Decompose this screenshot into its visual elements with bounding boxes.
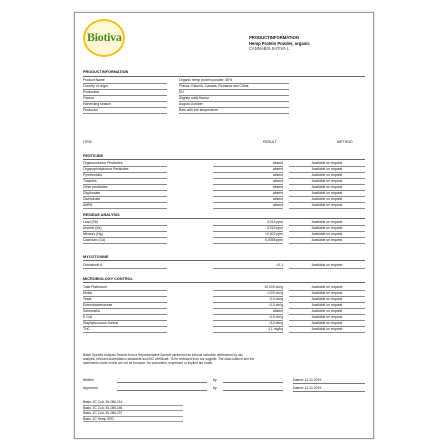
section-heading-productinfo: PRODUCTINFORMATION [83,70,129,74]
productinfo-row [83,84,365,89]
header-title: PRODUCTINFORMATION [249,35,299,40]
signature-by-line[interactable] [223,386,283,391]
logo-brand: Biotiva [87,30,122,44]
row-result: 0,019 ppm [213,226,283,232]
row-label: Organophosphorus Pesticides [83,167,167,173]
row-value: Raw with low temperature [179,108,289,114]
row-label: THC [83,327,167,333]
column-method: METHOD [337,140,353,144]
row-method: Available on request [289,185,365,191]
pesticide-row [83,203,365,208]
pesticide-row [83,167,365,172]
signature-row-approved [83,386,365,391]
pesticide-row [83,173,365,178]
row-result: 0,014 ppm [213,220,283,226]
column-result: RESULT [263,140,277,144]
section-heading-residue: RESIDUE ANALYSIS [83,213,120,217]
residue-row [83,232,365,237]
signature-by-line[interactable] [223,378,283,383]
row-result: <0,002 ppm [213,232,283,238]
row-result: absent [213,179,283,185]
micro-row [83,291,365,296]
row-label: Flavour [83,96,167,102]
row-value: EU [179,90,289,96]
row-label: Glyphosate [83,191,167,197]
basis-item: Basis: ZC Hemp SRG [83,417,183,423]
header-product: Hemp Protein Powder, organic [249,40,310,46]
row-label: Country of origin [83,84,167,90]
row-method: Available on request [289,321,365,327]
row-method: Available on request [289,297,365,303]
column-item: ITEM [83,140,92,144]
row-value: August-October [179,102,289,108]
signature-by: by [213,378,217,382]
row-label: Product Name [83,78,167,84]
divider [83,218,365,219]
row-method: Available on request [289,191,365,197]
row-label: Ochratoxin A [83,263,167,269]
row-label: Arsenic (As) [83,226,167,232]
row-result: absent [213,309,283,315]
row-label: Salmonella [83,309,167,315]
basis-item: Basis: ZC CoA, BL-086-214 [83,400,183,406]
row-label: Triazines [83,179,167,185]
micro-row [83,327,365,332]
row-method: Available on request [289,167,365,173]
row-label: Cadmium (Cd) [83,238,167,244]
signature-label: Written [83,378,94,382]
row-method: Available on request [289,197,365,203]
row-method: Available on request [289,232,365,238]
row-result: absent [213,197,283,203]
section-heading-pesticide: PESTICIDE [83,154,104,158]
section-heading-micro: MICROBIOLOGY CONTROL [83,277,133,281]
row-label: Glufosinate [83,197,167,203]
row-label: Mercury (Hg) [83,232,167,238]
signature-line[interactable] [117,386,207,391]
row-label: Pyrethroides [83,173,167,179]
row-result: <10 cfu/g [213,297,283,303]
row-label: Lead (Pb) [83,220,167,226]
row-label: Molds [83,291,167,297]
row-result: <10 cfu/g [213,315,283,321]
row-method: Available on request [289,226,365,232]
row-method: Available on request [289,291,365,297]
note-line: Batch Specific Analysis Results from a Representative Sample performed as internal schedule determined by risk [83,353,243,357]
row-label: Yeast [83,297,167,303]
row-result: absent [213,161,283,167]
row-result: absent [213,185,283,191]
row-result: <0,1 [213,263,283,269]
row-result: absent [213,203,283,209]
column-headers [83,140,365,146]
row-result: <10 cfu/g [213,303,283,309]
basis-list [83,400,183,422]
productinfo-row [83,108,365,113]
row-label: Staphylococcus Aureus [83,321,167,327]
pesticide-row [83,197,365,202]
row-method: Available on request [289,161,365,167]
residue-row [83,238,365,243]
row-result: 1,1 mg/kg [213,327,283,333]
row-label: Production [83,90,167,96]
row-label: Enterobacteriaceae [83,303,167,309]
document-header [249,35,359,52]
row-value: France, Estonia, Canada, Romania and China [179,84,289,90]
productinfo-row [83,78,365,83]
row-result: 10.000 cfu/g [213,285,283,291]
basis-item: Basis: ZC CoA, BL-086-237 [83,411,183,417]
micro-row [83,315,365,320]
row-method: Available on request [289,173,365,179]
row-result: <10 cfu/g [213,321,283,327]
row-value: Slightly nutty flavour [179,96,289,102]
row-method: Available on request [289,263,365,269]
productinfo-row [83,90,365,95]
signature-by: by [213,386,217,390]
row-label: Harvesting season [83,102,167,108]
row-method: Available on request [289,238,365,244]
pesticide-row [83,185,365,190]
row-method: Available on request [289,179,365,185]
biotiva-logo [83,19,123,55]
signature-date: Datum: 11.11.2019 [293,378,365,384]
basis-item: Basis: ZC CoA, BL-086-166 [83,406,183,412]
row-value: Organic hemp protein powder, 50% [179,78,289,84]
row-label: E.Coli [83,315,167,321]
micro-row [83,285,365,290]
divider [83,159,365,160]
row-method: Available on request [289,327,365,333]
productinfo-row [83,96,365,101]
row-label: Produced [83,108,167,114]
disclaimer-note [83,353,365,366]
header-latin: CANNABIS SATIVA L [249,46,290,51]
row-result: absent [213,167,283,173]
micro-row [83,303,365,308]
residue-row [83,226,365,231]
divider [83,260,365,261]
row-method: Available on request [289,285,365,291]
row-method: Available on request [289,303,365,309]
productinfo-row [83,102,365,107]
row-label: Organochlorine Pesticides [83,161,167,167]
row-result: absent [213,173,283,179]
micro-row [83,297,365,302]
signature-row-written [83,378,365,383]
signature-label: Approved [83,386,98,390]
row-method: Available on request [289,315,365,321]
row-label: Total Platecount [83,285,167,291]
section-heading-mycotoxine: MYCOTOXINE [83,255,109,259]
row-result: <100 cfu/g [213,291,283,297]
mycotoxine-row [83,263,365,268]
row-label: AMPA [83,203,167,209]
residue-row [83,220,365,225]
divider [83,76,365,77]
signature-line[interactable] [117,378,207,383]
row-method: Available on request [289,203,365,209]
note-line: analysis, relevant accreditation standards and BIO certificate. To be reviewed from our supplier. The data outlined and the [83,357,255,362]
micro-row [83,321,365,326]
pesticide-row [83,191,365,196]
row-result: 0,0058 ppm [213,238,283,244]
micro-row [83,309,365,314]
pesticide-row [83,179,365,184]
signature-date: Datum: 11.11.2019 [293,386,365,392]
row-result: absent [213,191,283,197]
divider [83,282,365,283]
document-sheet [74,12,374,439]
note-line: statements made herein are not all inclusive. No warranties, expressed or implied are made. [83,361,214,366]
row-method: Available on request [289,309,365,315]
row-method: Available on request [289,220,365,226]
pesticide-row [83,161,365,166]
row-label: Other pesticides [83,185,167,191]
